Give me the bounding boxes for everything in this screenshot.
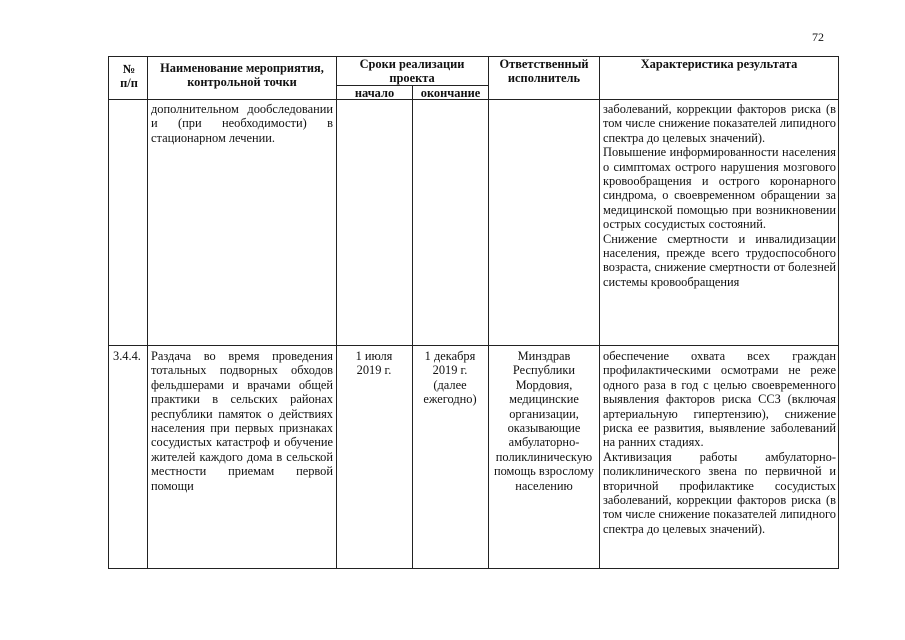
header-responsible: Ответственный исполнитель: [499, 57, 589, 86]
events-table: [108, 56, 839, 569]
row2-name: Раздача во время проведения тотальных подворных обходов фельдшерами и врачами общей практики в сельских районах республики памяток о действиях населения при первых признаках сосудистых катастроф и обучение жителей каждого дома в сельской местности приемам первой помощи: [151, 349, 333, 493]
row1-result-p3: Снижение смертности и инвалидизации населения, прежде всего трудоспособного возраста, снижение смертности от болезней системы кровообращения: [603, 231, 836, 289]
row2-start: 1 июля 2019 г.: [355, 349, 393, 378]
header-name: Наименование мероприятия, контрольной точки: [160, 61, 324, 90]
header-start: начало: [354, 86, 395, 100]
page-number: 72: [812, 30, 824, 44]
row1-result-p1: заболеваний, коррекции факторов риска (в том числе снижение показателей липидного спектра до целевых значений).: [603, 102, 836, 145]
row1-result-p2: Повышение информированности населения о симптомах острого нарушения мозгового кровообращения и острого коронарного синдрома, о своевременном обращении за медицинской помощью при возникновении острых сосудистых состояний.: [603, 145, 836, 232]
row2-responsible: Минздрав Республики Мордовия, медицинские организации, оказывающие амбулаторно-поликлиническую помощь взрослому населению: [493, 349, 595, 493]
row2-result-p1: обеспечение охвата всех граждан профилактическими осмотрами не реже одного раза в год с целью своевременного выявления факторов риска ССЗ (включая артериальную гипертензию), снижение риска ее развития, выявление заболеваний на ранних стадиях.: [603, 349, 836, 450]
row2-num: 3.4.4.: [113, 349, 141, 363]
row2-end: 1 декабря 2019 г. (далее ежегодно): [423, 349, 477, 407]
header-end: окончание: [420, 86, 481, 100]
header-terms: Сроки реализации проекта: [359, 57, 465, 86]
row1-result: [603, 102, 836, 289]
row1-name: дополнительном дообследовании и (при необходимости) в стационарном лечении.: [151, 102, 333, 145]
header-num: № п/п: [120, 62, 138, 91]
row2-result: [603, 349, 836, 536]
header-result: Характеристика результата: [640, 57, 798, 71]
row2-result-p2: Активизация работы амбулаторно-поликлинического звена по первичной и вторичной профилактике сосудистых заболеваний, коррекции факторов риска (в том числе снижение показателей липидного спектра до целевых значений).: [603, 449, 836, 536]
